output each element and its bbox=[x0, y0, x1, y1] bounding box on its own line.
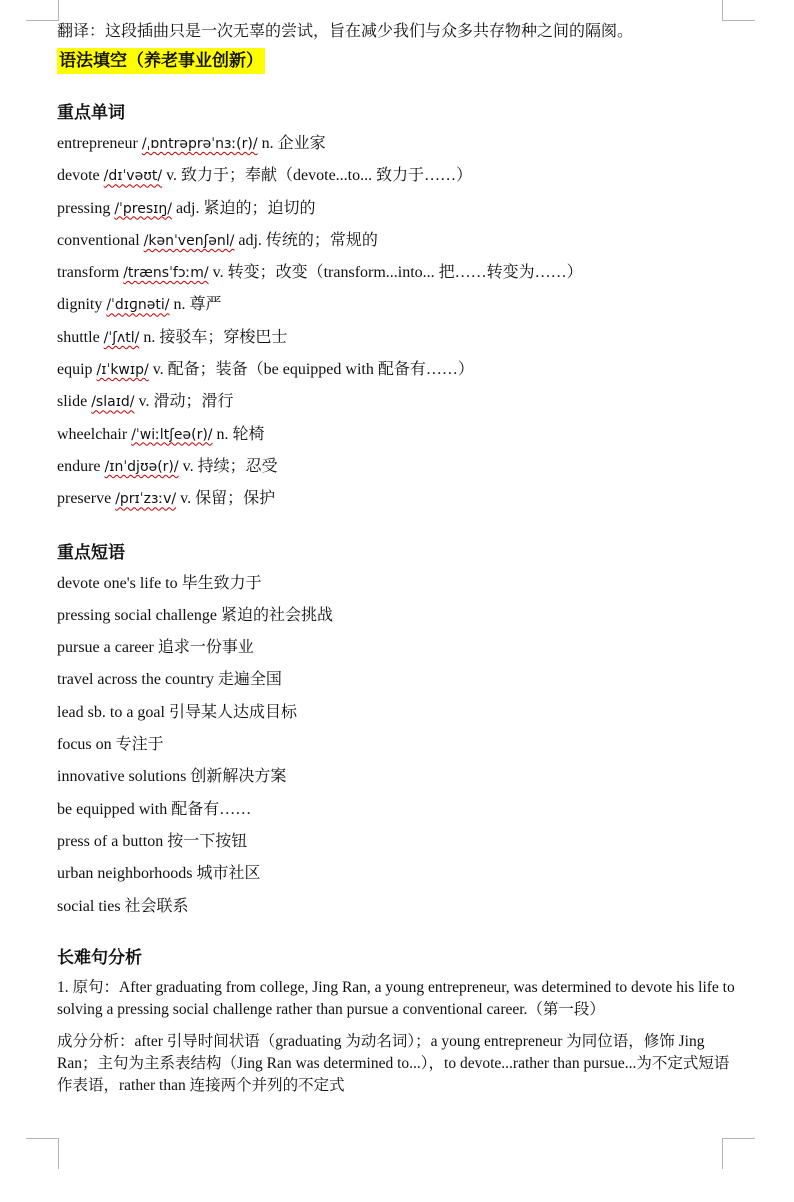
vocab-phonetic: /slaɪd/ bbox=[91, 394, 135, 411]
vocab-word: conventional bbox=[57, 231, 144, 249]
vocab-item bbox=[57, 164, 737, 196]
translation-line: 翻译：这段插曲只是一次无辜的尝试，旨在减少我们与众多共存物种之间的隔阂。 bbox=[57, 23, 634, 40]
vocab-item bbox=[57, 390, 737, 422]
crop-mark-bottom-right bbox=[722, 1138, 755, 1169]
vocab-phonetic: /ˈwiːltʃeə(r)/ bbox=[131, 426, 213, 443]
vocab-item bbox=[57, 455, 737, 487]
vocab-meaning: adj. 紧迫的；迫切的 bbox=[171, 199, 316, 217]
vocab-phonetic: /ˌɒntrəprəˈnɜː(r)/ bbox=[141, 136, 258, 152]
vocab-phonetic: /trænsˈfɔːm/ bbox=[123, 265, 209, 282]
phrase-item: innovative solutions 创新解决方案 bbox=[57, 768, 287, 786]
vocab-phonetic: /ˈdɪɡnəti/ bbox=[106, 297, 170, 314]
vocab-phonetic: /ɪnˈdjʊə(r)/ bbox=[104, 458, 179, 475]
vocab-meaning: v. 保留；保护 bbox=[176, 490, 276, 508]
phrase-item: social ties 社会联系 bbox=[57, 897, 189, 915]
vocab-meaning: n. 接驳车；穿梭巴士 bbox=[139, 328, 288, 346]
phrase-item: travel across the country 走遍全国 bbox=[57, 671, 282, 689]
vocab-meaning: v. 致力于；奉献（devote...to... 致力于……） bbox=[162, 167, 473, 185]
phrase-item: pressing social challenge 紧迫的社会挑战 bbox=[57, 606, 333, 624]
phrase-item: lead sb. to a goal 引导某人达成目标 bbox=[57, 703, 297, 721]
highlight-heading-wrap bbox=[57, 46, 737, 74]
vocab-phonetic: /ˈʃʌtl/ bbox=[103, 329, 140, 346]
vocab-list bbox=[57, 132, 737, 520]
vocab-item bbox=[57, 326, 737, 358]
vocab-word: transform bbox=[57, 264, 124, 282]
vocab-item bbox=[57, 261, 737, 293]
phrase-item: be equipped with 配备有…… bbox=[57, 800, 252, 818]
phrases-heading: 重点短语 bbox=[57, 542, 125, 562]
vocab-meaning: v. 配备；装备（be equipped with 配备有……） bbox=[148, 361, 474, 379]
crop-mark-bottom-left bbox=[26, 1138, 59, 1169]
vocab-word: equip bbox=[57, 361, 97, 379]
phrase-list bbox=[57, 572, 737, 927]
vocab-word: dignity bbox=[57, 296, 107, 314]
vocab-heading: 重点单词 bbox=[57, 103, 125, 122]
analysis-heading: 长难句分析 bbox=[57, 947, 142, 967]
analysis-original-sentence: 1. 原句：After graduating from college, Jing Ran, a young entrepreneur, was determined to devote his life to solving a pressing social challenge rather than pursue a conventional career.（第一段） bbox=[57, 978, 735, 1018]
analysis-components: 成分分析：after 引导时间状语（graduating 为动名词）；a young entrepreneur 为同位语，修饰 Jing Ran；主句为主系表结构（Jing Ran was determined to...），to devote...rather than pursue...为不定式短语作表语，rather than 连接两个并列的不定式 bbox=[57, 1032, 730, 1094]
vocab-item bbox=[57, 293, 737, 325]
vocab-word: endure bbox=[57, 457, 105, 475]
grammar-fill-heading: 语法填空（养老事业创新） bbox=[57, 48, 265, 74]
vocab-item bbox=[57, 423, 737, 455]
vocab-word: shuttle bbox=[57, 328, 104, 346]
vocab-item bbox=[57, 132, 737, 164]
phrase-item: devote one's life to 毕生致力于 bbox=[57, 574, 262, 592]
phrase-item: pursue a career 追求一份事业 bbox=[57, 639, 254, 657]
phrase-item: press of a button 按一下按钮 bbox=[57, 832, 248, 850]
document-body bbox=[57, 20, 737, 1107]
phrase-item: urban neighborhoods 城市社区 bbox=[57, 865, 261, 883]
vocab-item bbox=[57, 487, 737, 519]
vocab-meaning: n. 轮椅 bbox=[212, 425, 265, 443]
vocab-phonetic: /prɪˈzɜːv/ bbox=[115, 491, 177, 508]
vocab-word: devote bbox=[57, 167, 104, 185]
vocab-phonetic: /ˈpresɪŋ/ bbox=[114, 200, 172, 217]
vocab-meaning: v. 滑动；滑行 bbox=[134, 393, 234, 411]
vocab-meaning: adj. 传统的；常规的 bbox=[234, 231, 378, 249]
crop-mark-top-left bbox=[26, 0, 59, 21]
vocab-phonetic: /dɪˈvəʊt/ bbox=[103, 168, 163, 185]
vocab-phonetic: /ɪˈkwɪp/ bbox=[96, 362, 149, 379]
vocab-phonetic: /kənˈvenʃənl/ bbox=[143, 232, 235, 249]
vocab-meaning: n. 尊严 bbox=[169, 296, 222, 314]
vocab-word: pressing bbox=[57, 199, 115, 217]
crop-mark-top-right bbox=[722, 0, 755, 21]
vocab-meaning: v. 转变；改变（transform...into... 把……转变为……） bbox=[208, 264, 583, 282]
vocab-word: wheelchair bbox=[57, 425, 132, 443]
vocab-meaning: n. 企业家 bbox=[257, 135, 326, 152]
vocab-item bbox=[57, 197, 737, 229]
vocab-word: entrepreneur bbox=[57, 135, 142, 152]
phrase-item: focus on 专注于 bbox=[57, 736, 164, 754]
vocab-item bbox=[57, 229, 737, 261]
vocab-word: slide bbox=[57, 393, 92, 411]
vocab-item bbox=[57, 358, 737, 390]
vocab-meaning: v. 持续；忍受 bbox=[178, 457, 278, 475]
vocab-word: preserve bbox=[57, 490, 116, 508]
